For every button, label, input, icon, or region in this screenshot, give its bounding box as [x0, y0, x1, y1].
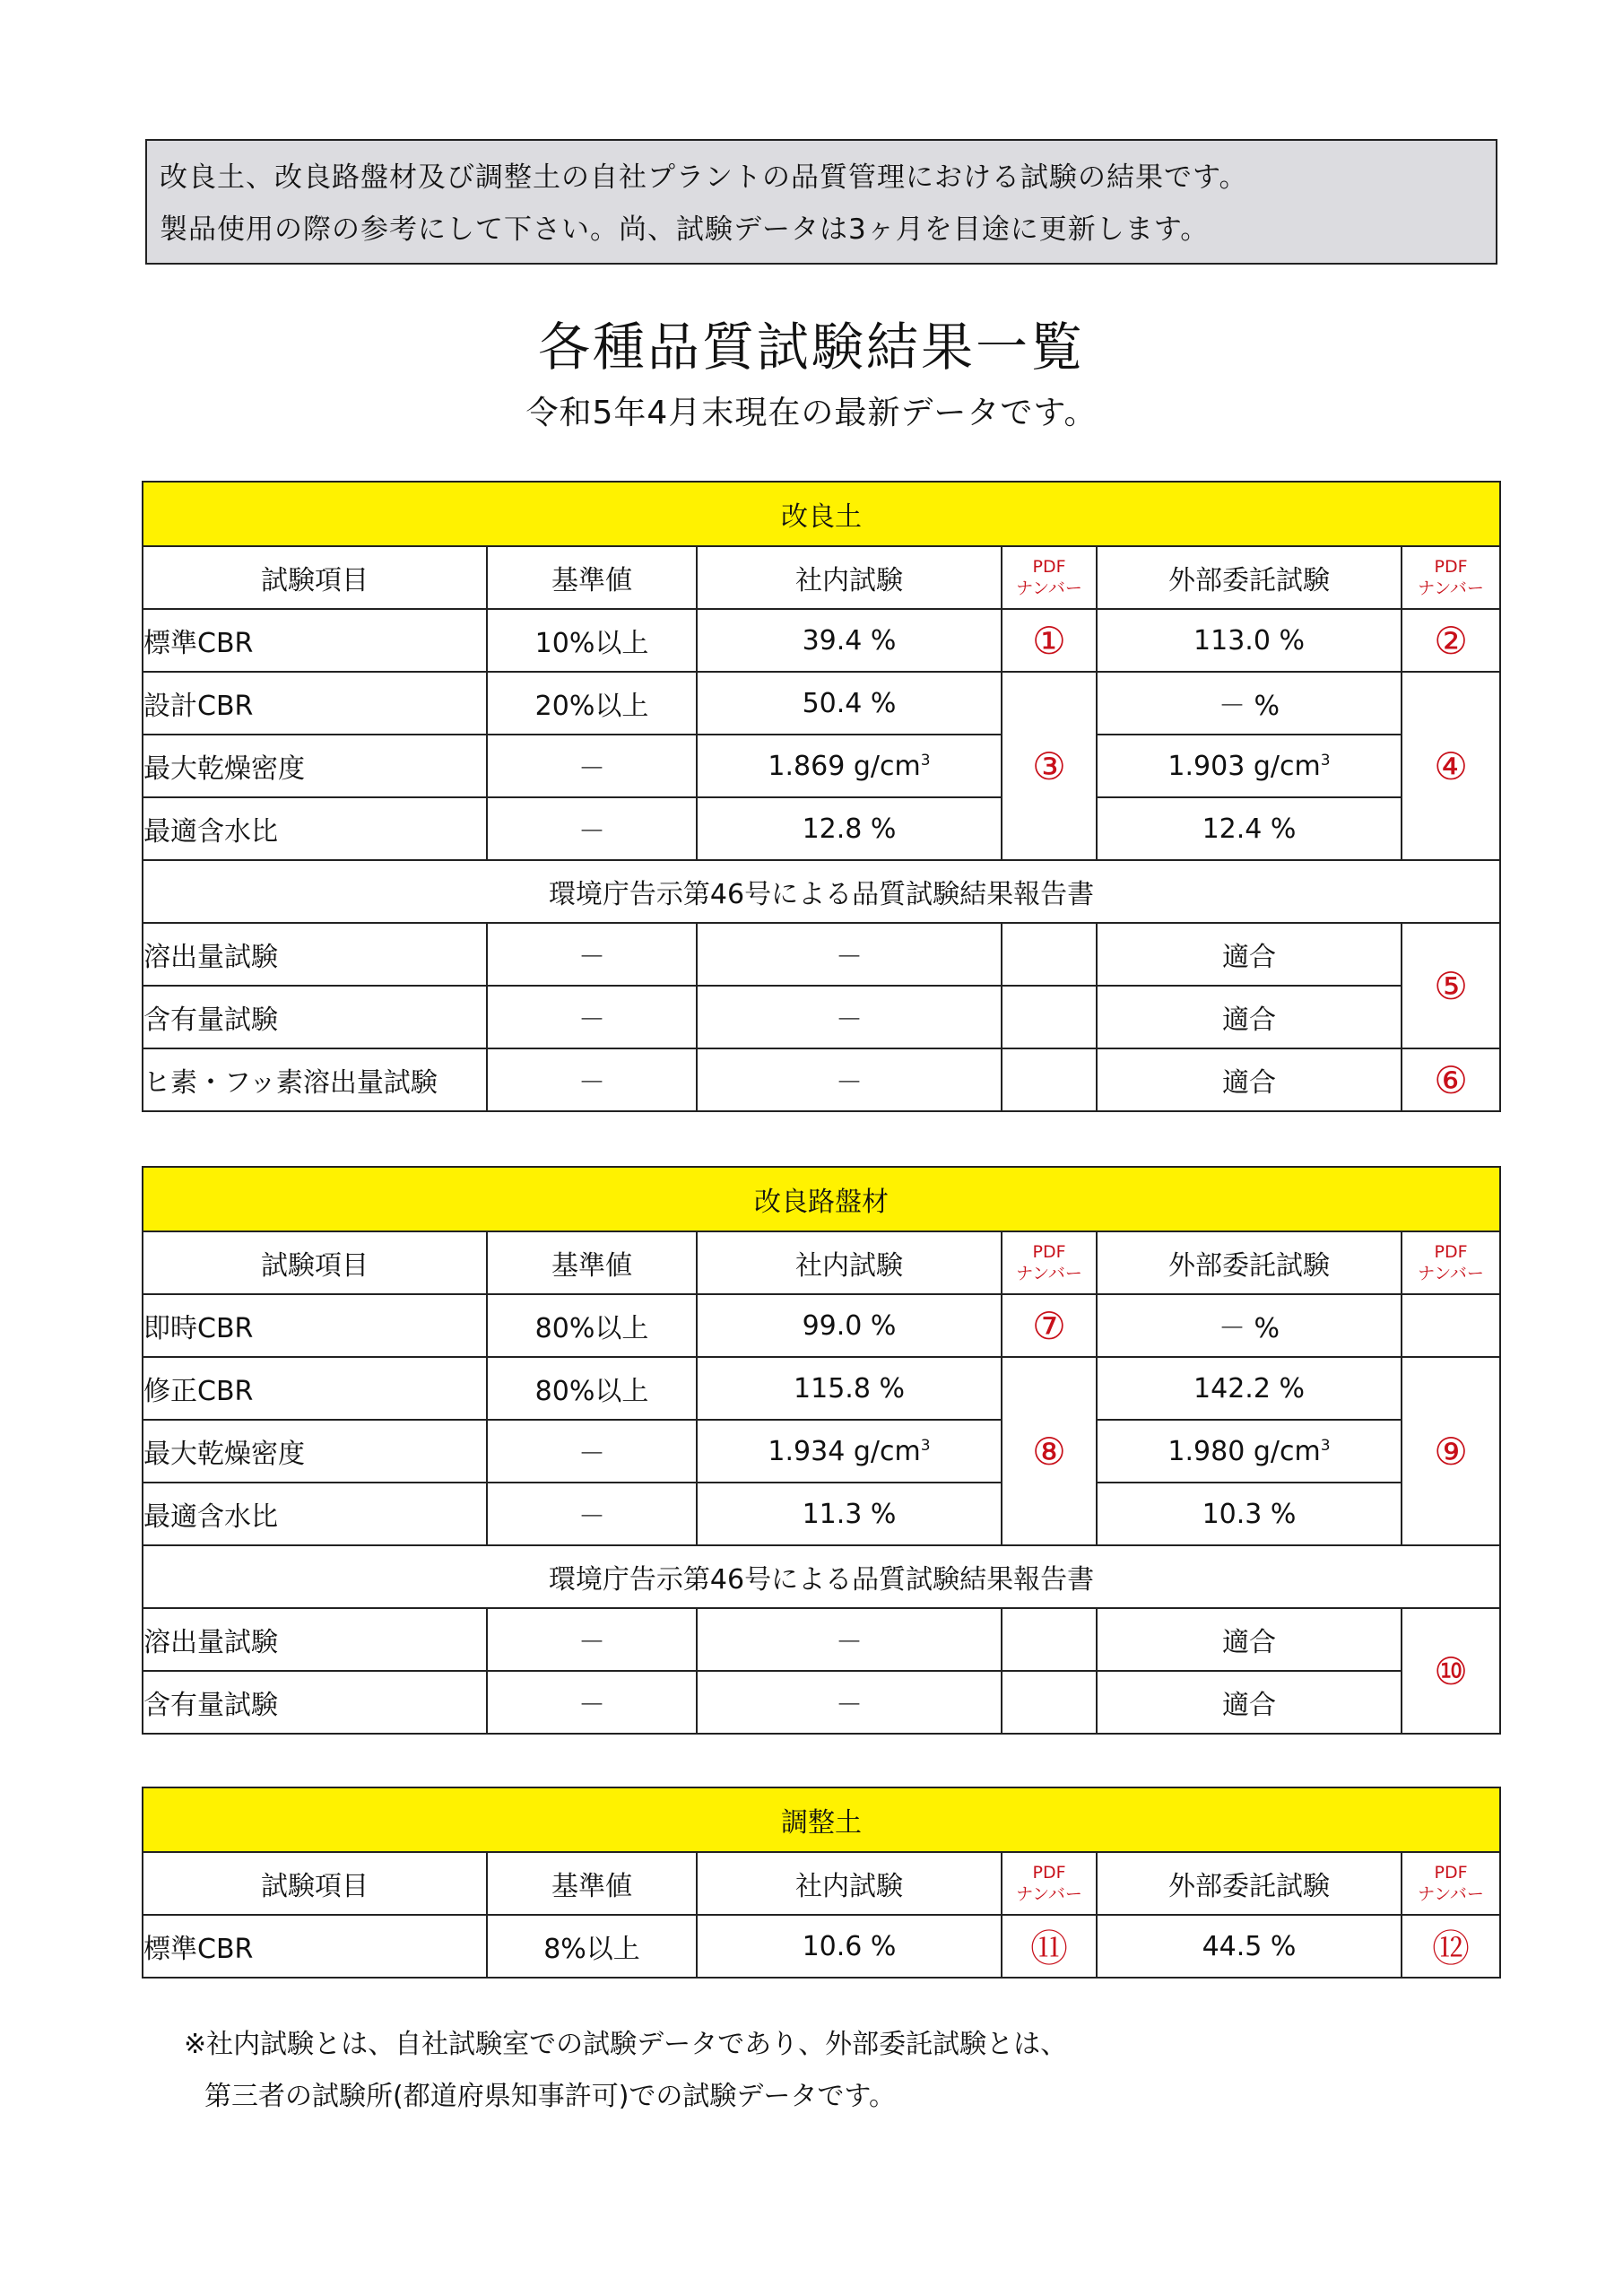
table-choseido: [142, 1787, 1501, 1979]
section-header: 改良土: [143, 482, 1500, 546]
cell-external: 適合: [1097, 1608, 1402, 1671]
cell-internal: [697, 1420, 1002, 1483]
cell-internal: 99.0 %: [697, 1294, 1002, 1357]
header-pdf-number: [1002, 546, 1097, 609]
cell-internal: 12.8 %: [697, 797, 1002, 860]
pdf-number-empty: [1002, 986, 1097, 1048]
table-row: [143, 797, 1500, 860]
pdf-label: ナンバー: [1016, 1264, 1082, 1283]
density-value: 1.980: [1167, 1435, 1245, 1467]
cell-item: 設計CBR: [143, 672, 487, 735]
pdf-label: PDF: [1434, 1863, 1468, 1883]
cell-standard: －: [487, 986, 697, 1048]
cell-external: 44.5 %: [1097, 1915, 1402, 1978]
pdf-number-empty: [1002, 1048, 1097, 1111]
density-unit: g/cm: [1253, 1435, 1321, 1467]
table-row: [143, 1357, 1500, 1420]
section-header: 改良路盤材: [143, 1167, 1500, 1231]
cell-standard: －: [487, 1420, 697, 1483]
cell-external: 適合: [1097, 1048, 1402, 1111]
cell-item: 標準CBR: [143, 609, 487, 672]
cell-internal: －: [697, 1671, 1002, 1734]
footnote-line-2: 第三者の試験所(都道府県知事許可)での試験データです。: [204, 2081, 897, 2112]
pdf-number-link[interactable]: ⑧: [1002, 1357, 1097, 1545]
env-subheader: 環境庁告示第46号による品質試験結果報告書: [143, 1545, 1500, 1608]
cell-standard: －: [487, 1048, 697, 1111]
cell-external: 113.0 %: [1097, 609, 1402, 672]
header-standard: 基準値: [487, 1231, 697, 1294]
env-subheader: 環境庁告示第46号による品質試験結果報告書: [143, 860, 1500, 923]
density-unit: g/cm: [1253, 750, 1321, 782]
unit-superscript: 3: [1320, 1436, 1331, 1455]
cell-internal: 39.4 %: [697, 609, 1002, 672]
cell-item: 最大乾燥密度: [143, 735, 487, 797]
table-row: [143, 1608, 1500, 1671]
table-row: [143, 1915, 1500, 1978]
cell-item: 含有量試験: [143, 986, 487, 1048]
cell-internal: －: [697, 1048, 1002, 1111]
pdf-number-empty: [1002, 923, 1097, 986]
header-pdf-number: [1002, 1231, 1097, 1294]
table-row: [143, 672, 1500, 735]
pdf-number-link[interactable]: ③: [1002, 672, 1097, 860]
table-row: [143, 1294, 1500, 1357]
cell-standard: －: [487, 735, 697, 797]
column-header-row: [143, 1231, 1500, 1294]
pdf-number-link[interactable]: ⑩: [1402, 1608, 1500, 1734]
cell-standard: 20%以上: [487, 672, 697, 735]
pdf-label: ナンバー: [1418, 578, 1484, 598]
cell-internal: －: [697, 923, 1002, 986]
header-internal: 社内試験: [697, 546, 1002, 609]
cell-internal: 50.4 %: [697, 672, 1002, 735]
cell-external: [1097, 735, 1402, 797]
cell-item: 最大乾燥密度: [143, 1420, 487, 1483]
table-row: [143, 1420, 1500, 1483]
table-kairyodo: [142, 481, 1501, 1112]
cell-internal: 11.3 %: [697, 1483, 1002, 1545]
cell-external: 142.2 %: [1097, 1357, 1402, 1420]
footnote-line-1: ※社内試験とは、自社試験室での試験データであり、外部委託試験とは、: [184, 2029, 1068, 2060]
cell-item: 修正CBR: [143, 1357, 487, 1420]
cell-item: 最適含水比: [143, 797, 487, 860]
notice-line-2: 製品使用の際の参考にして下さい。尚、試験データは3ヶ月を目途に更新します。: [160, 213, 1210, 246]
pdf-label: PDF: [1032, 1863, 1066, 1883]
pdf-number-empty: [1002, 1671, 1097, 1734]
column-header-row: [143, 546, 1500, 609]
density-value: 1.934: [768, 1435, 846, 1467]
cell-internal: －: [697, 1608, 1002, 1671]
page-subtitle: 令和5年4月末現在の最新データです。: [525, 395, 1098, 431]
cell-standard: 8%以上: [487, 1915, 697, 1978]
cell-standard: －: [487, 923, 697, 986]
pdf-number-link[interactable]: ①: [1002, 609, 1097, 672]
cell-standard: －: [487, 797, 697, 860]
unit-superscript: 3: [920, 751, 931, 770]
cell-external: － %: [1097, 1294, 1402, 1357]
header-external: 外部委託試験: [1097, 1231, 1402, 1294]
table-row: [143, 923, 1500, 986]
pdf-number-link[interactable]: ④: [1402, 672, 1500, 860]
pdf-label: PDF: [1032, 1242, 1066, 1262]
table-kairyo-robanzai: [142, 1166, 1501, 1735]
pdf-label: ナンバー: [1016, 1884, 1082, 1904]
header-standard: 基準値: [487, 546, 697, 609]
cell-item: ヒ素・フッ素溶出量試験: [143, 1048, 487, 1111]
pdf-label: PDF: [1434, 1242, 1468, 1262]
pdf-number-link[interactable]: ⑪: [1002, 1915, 1097, 1978]
cell-standard: －: [487, 1671, 697, 1734]
cell-internal: －: [697, 986, 1002, 1048]
cell-standard: 10%以上: [487, 609, 697, 672]
cell-item: 溶出量試験: [143, 923, 487, 986]
pdf-label: ナンバー: [1016, 578, 1082, 598]
header-standard: 基準値: [487, 1852, 697, 1915]
cell-standard: 80%以上: [487, 1357, 697, 1420]
pdf-number-empty: [1002, 1608, 1097, 1671]
pdf-label: ナンバー: [1418, 1264, 1484, 1283]
cell-standard: －: [487, 1483, 697, 1545]
pdf-number-link[interactable]: ⑨: [1402, 1357, 1500, 1545]
header-item: 試験項目: [143, 546, 487, 609]
cell-external: 10.3 %: [1097, 1483, 1402, 1545]
notice-box: [145, 139, 1497, 265]
density-value: 1.903: [1167, 750, 1245, 782]
cell-internal: [697, 735, 1002, 797]
pdf-label: PDF: [1434, 557, 1468, 577]
cell-item: 標準CBR: [143, 1915, 487, 1978]
cell-internal: 10.6 %: [697, 1915, 1002, 1978]
cell-item: 即時CBR: [143, 1294, 487, 1357]
table-row: [143, 1483, 1500, 1545]
table-row: [143, 1671, 1500, 1734]
pdf-label: PDF: [1032, 557, 1066, 577]
table-row: [143, 735, 1500, 797]
cell-external: 適合: [1097, 923, 1402, 986]
unit-superscript: 3: [1320, 751, 1331, 770]
header-pdf-number: [1002, 1852, 1097, 1915]
column-header-row: [143, 1852, 1500, 1915]
density-unit: g/cm: [853, 750, 921, 782]
header-pdf-number: [1402, 1231, 1500, 1294]
header-pdf-number: [1402, 546, 1500, 609]
cell-external: 12.4 %: [1097, 797, 1402, 860]
header-item: 試験項目: [143, 1852, 487, 1915]
header-internal: 社内試験: [697, 1231, 1002, 1294]
cell-internal: 115.8 %: [697, 1357, 1002, 1420]
cell-item: 溶出量試験: [143, 1608, 487, 1671]
header-external: 外部委託試験: [1097, 546, 1402, 609]
density-value: 1.869: [768, 750, 846, 782]
header-internal: 社内試験: [697, 1852, 1002, 1915]
density-unit: g/cm: [853, 1435, 921, 1467]
pdf-number-link[interactable]: ⑤: [1402, 923, 1500, 1048]
pdf-number-link[interactable]: ②: [1402, 609, 1500, 672]
cell-item: 最適含水比: [143, 1483, 487, 1545]
page-title: 各種品質試験結果一覧: [537, 317, 1085, 378]
pdf-label: ナンバー: [1418, 1884, 1484, 1904]
cell-standard: －: [487, 1608, 697, 1671]
table-row: [143, 1048, 1500, 1111]
pdf-number-empty: [1402, 1294, 1500, 1357]
header-item: 試験項目: [143, 1231, 487, 1294]
pdf-number-link[interactable]: ⑫: [1402, 1915, 1500, 1978]
cell-external: 適合: [1097, 986, 1402, 1048]
section-header: 調整土: [143, 1787, 1500, 1852]
cell-item: 含有量試験: [143, 1671, 487, 1734]
cell-external: － %: [1097, 672, 1402, 735]
table-row: [143, 609, 1500, 672]
header-external: 外部委託試験: [1097, 1852, 1402, 1915]
header-pdf-number: [1402, 1852, 1500, 1915]
pdf-number-link[interactable]: ⑦: [1002, 1294, 1097, 1357]
pdf-number-link[interactable]: ⑥: [1402, 1048, 1500, 1111]
cell-external: 適合: [1097, 1671, 1402, 1734]
unit-superscript: 3: [920, 1436, 931, 1455]
cell-standard: 80%以上: [487, 1294, 697, 1357]
table-row: [143, 986, 1500, 1048]
cell-external: [1097, 1420, 1402, 1483]
notice-line-1: 改良土、改良路盤材及び調整土の自社プラントの品質管理における試験の結果です。: [160, 161, 1248, 194]
